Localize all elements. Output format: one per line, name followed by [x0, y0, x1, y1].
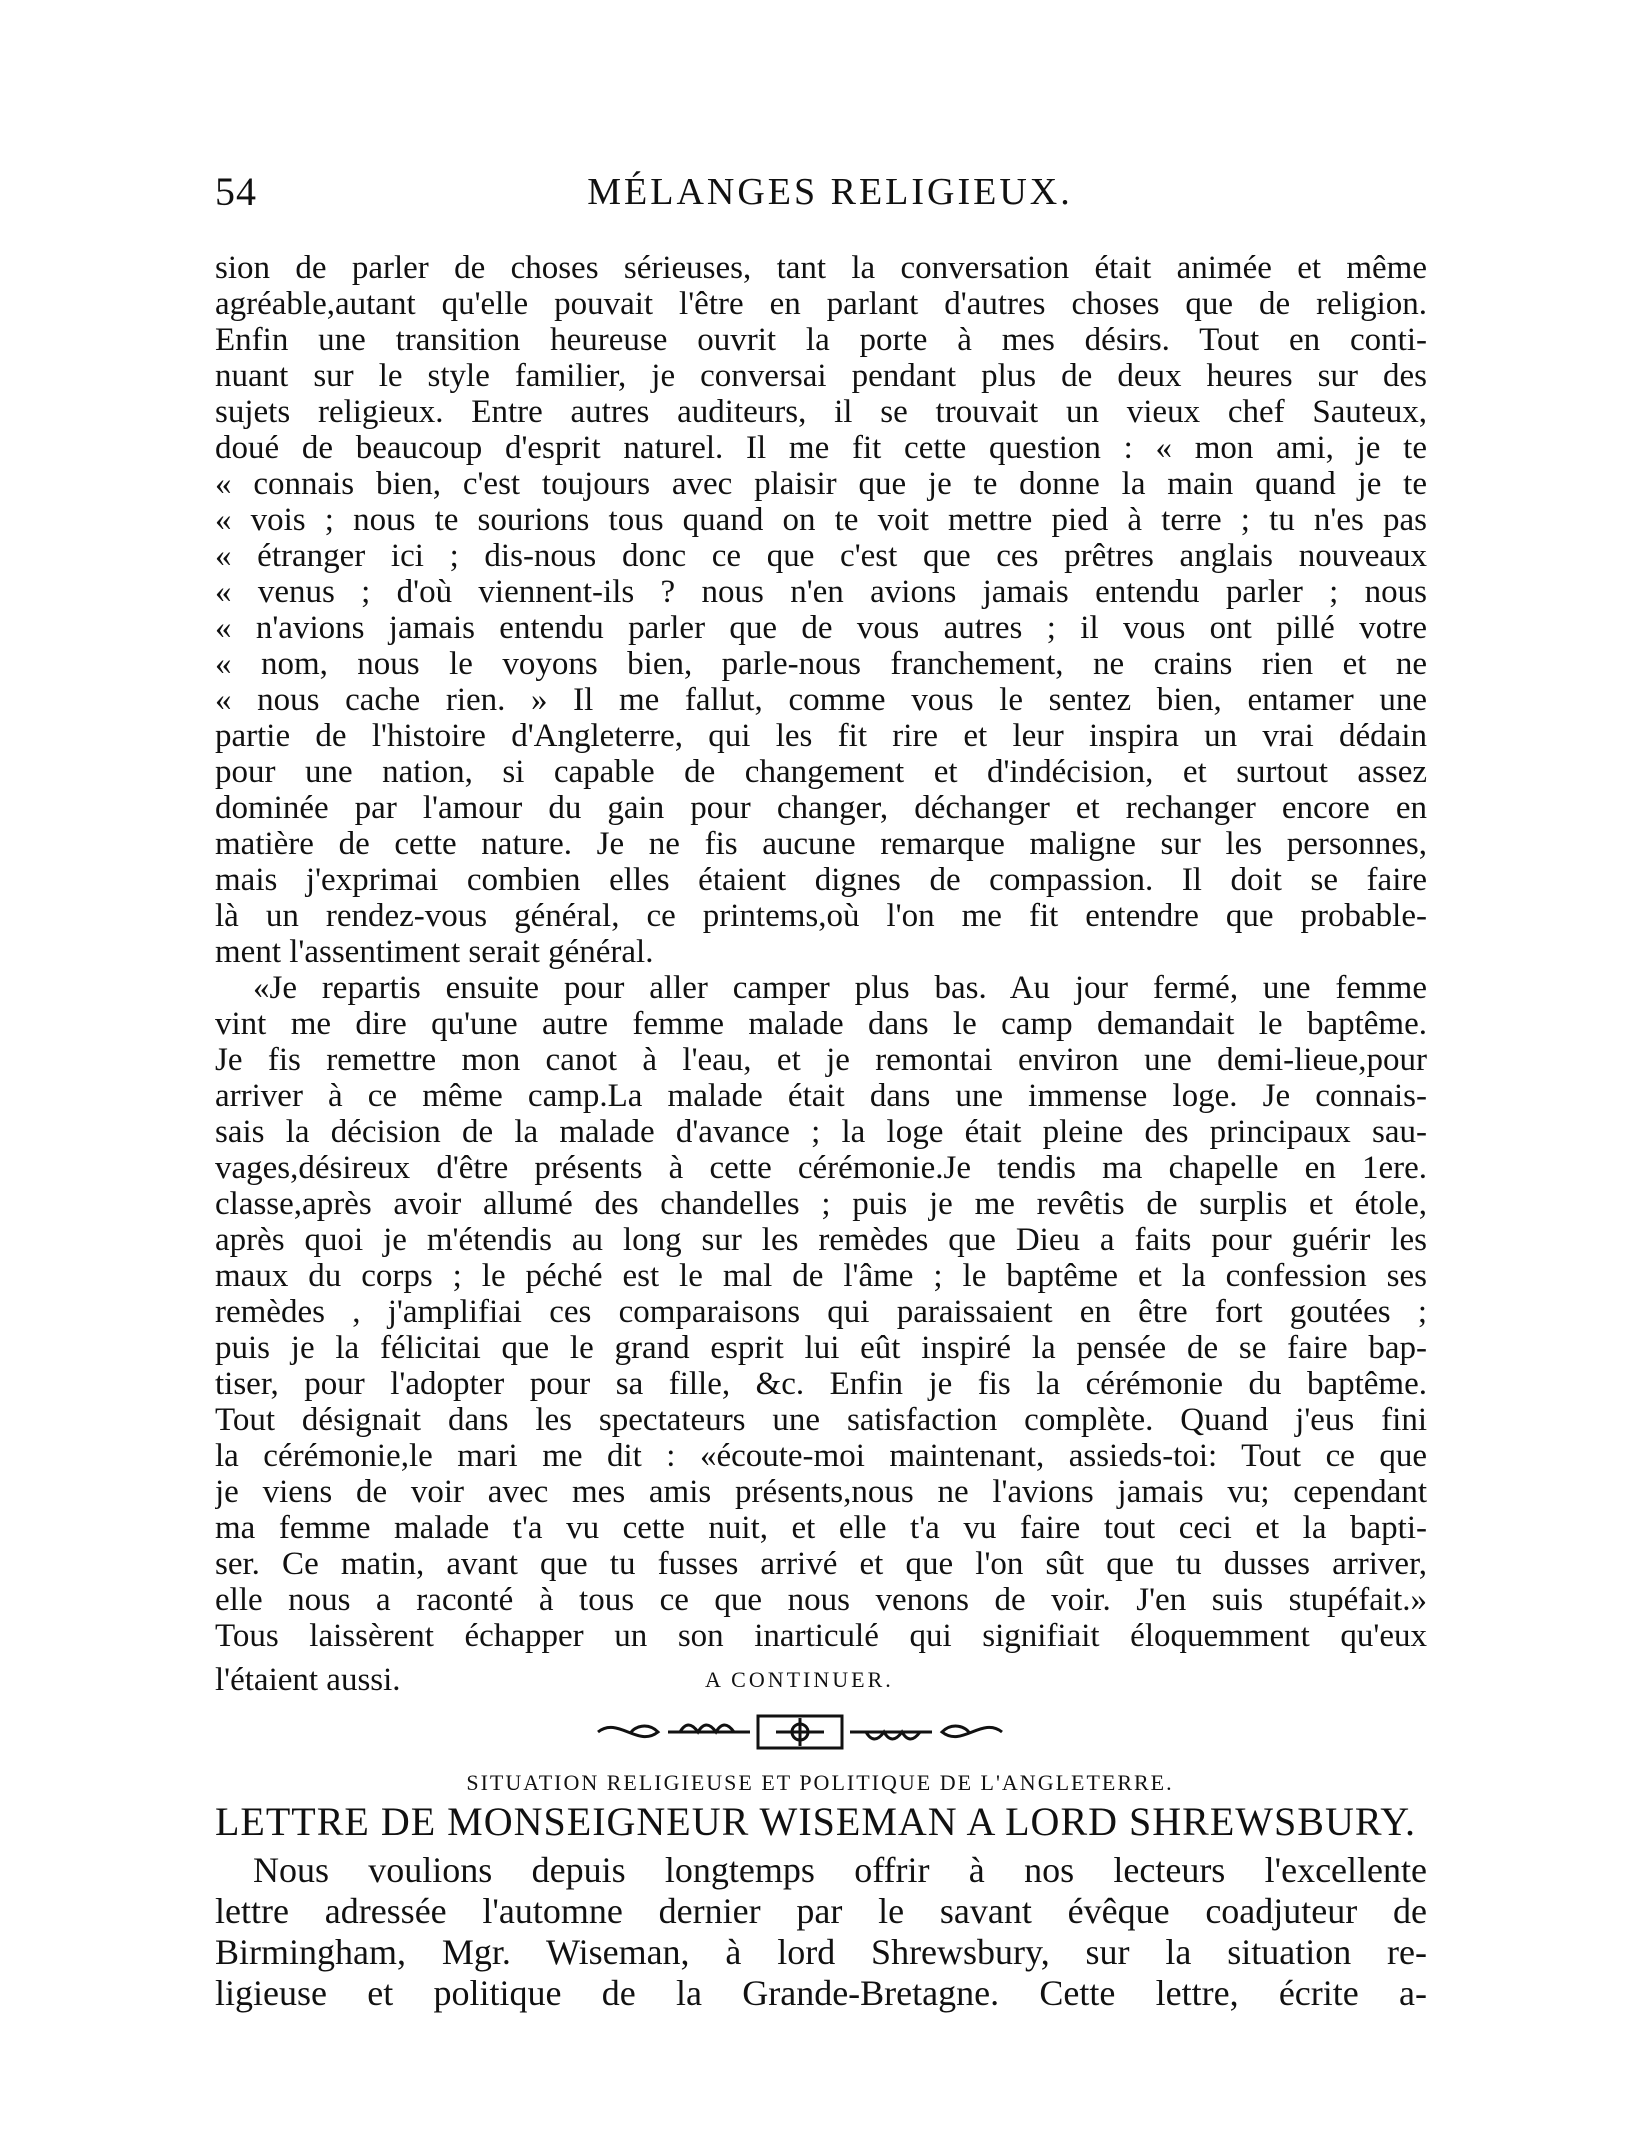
body-line: « n'avions jamais entendu parler que de vous autres ; il vous ont pillé votre: [215, 610, 1427, 646]
body-line: « nous cache rien. » Il me fallut, comme vous le sentez bien, entamer une: [215, 682, 1427, 718]
letter-title: LETTRE DE MONSEIGNEUR WISEMAN A LORD SHREWSBURY.: [215, 1799, 1417, 1844]
body-line: la cérémonie,le mari me dit : «écoute-moi maintenant, assieds-toi: Tout ce que: [215, 1438, 1427, 1474]
body-line: Je fis remettre mon canot à l'eau, et je remontai environ une demi-lieue,pour: [215, 1042, 1427, 1078]
letter-line: Birmingham, Mgr. Wiseman, à lord Shrewsbury, sur la situation re-: [215, 1932, 1427, 1972]
letter-intro: [215, 1850, 1427, 2014]
body-line: « nom, nous le voyons bien, parle-nous franchement, ne crains rien et ne: [215, 646, 1427, 682]
body-line: partie de l'histoire d'Angleterre, qui les fit rire et leur inspira un vrai dédain: [215, 718, 1427, 754]
body-line: ment l'assentiment serait général.: [215, 934, 654, 970]
body-line: pour une nation, si capable de changement et d'indécision, et surtout assez: [215, 754, 1427, 790]
ornament-divider-icon: [590, 1708, 1010, 1756]
body-line: tiser, pour l'adopter pour sa fille, &c. Enfin je fis la cérémonie du baptême.: [215, 1366, 1427, 1402]
body-line: Tous laissèrent échapper un son inarticulé qui signifiait éloquemment qu'eux: [215, 1618, 1427, 1654]
running-title: MÉLANGES RELIGIEUX.: [587, 171, 1073, 213]
section-title: SITUATION RELIGIEUSE ET POLITIQUE DE L'ANGLETERRE.: [466, 1770, 1174, 1795]
body-line: doué de beaucoup d'esprit naturel. Il me fit cette question : « mon ami, je te: [215, 430, 1427, 466]
body-line: je viens de voir avec mes amis présents,nous ne l'avions jamais vu; cependant: [215, 1474, 1427, 1510]
body-line: ser. Ce matin, avant que tu fusses arrivé et que l'on sût que tu dusses arriver,: [215, 1546, 1427, 1582]
body-line: puis je la félicitai que le grand esprit lui eût inspiré la pensée de se faire bap-: [215, 1330, 1427, 1366]
body-last-line: l'étaient aussi.: [215, 1662, 401, 1698]
body-line: matière de cette nature. Je ne fis aucune remarque maligne sur les personnes,: [215, 826, 1427, 862]
body-line: sujets religieux. Entre autres auditeurs, il se trouvait un vieux chef Sauteux,: [215, 394, 1427, 430]
body-line: «Je repartis ensuite pour aller camper plus bas. Au jour fermé, une femme: [253, 970, 1427, 1006]
body-line: « vois ; nous te sourions tous quand on te voit mettre pied à terre ; tu n'es pas: [215, 502, 1427, 538]
article-body: [215, 250, 1427, 1654]
continue-note: A CONTINUER.: [705, 1667, 894, 1692]
body-line: sais la décision de la malade d'avance ; la loge était pleine des principaux sau-: [215, 1114, 1427, 1150]
body-line: vint me dire qu'une autre femme malade dans le camp demandait le baptême.: [215, 1006, 1427, 1042]
page-header: [215, 168, 1445, 228]
letter-line: lettre adressée l'automne dernier par le savant évêque coadjuteur de: [215, 1891, 1427, 1931]
body-line: maux du corps ; le péché est le mal de l'âme ; le baptême et la confession ses: [215, 1258, 1427, 1294]
body-line: « connais bien, c'est toujours avec plaisir que je te donne la main quand je te: [215, 466, 1427, 502]
body-line: après quoi je m'étendis au long sur les remèdes que Dieu a faits pour guérir les: [215, 1222, 1427, 1258]
page-number: 54: [215, 169, 257, 214]
body-line: nuant sur le style familier, je conversai pendant plus de deux heures sur des: [215, 358, 1427, 394]
body-line: là un rendez-vous général, ce printems,où l'on me fit entendre que probable-: [215, 898, 1427, 934]
body-line: « venus ; d'où viennent-ils ? nous n'en avions jamais entendu parler ; nous: [215, 574, 1427, 610]
body-line: Tout désignait dans les spectateurs une satisfaction complète. Quand j'eus fini: [215, 1402, 1427, 1438]
letter-line: Nous voulions depuis longtemps offrir à nos lecteurs l'excellente: [253, 1850, 1427, 1890]
body-line: classe,après avoir allumé des chandelles ; puis je me revêtis de surplis et étole,: [215, 1186, 1427, 1222]
body-line: « étranger ici ; dis-nous donc ce que c'est que ces prêtres anglais nouveaux: [215, 538, 1427, 574]
body-line: agréable,autant qu'elle pouvait l'être en parlant d'autres choses que de religion.: [215, 286, 1427, 322]
body-line: ma femme malade t'a vu cette nuit, et elle t'a vu faire tout ceci et la bapti-: [215, 1510, 1427, 1546]
body-line: vages,désireux d'être présents à cette cérémonie.Je tendis ma chapelle en 1ere.: [215, 1150, 1427, 1186]
body-line: mais j'exprimai combien elles étaient dignes de compassion. Il doit se faire: [215, 862, 1427, 898]
body-line: remèdes , j'amplifiai ces comparaisons qui paraissaient en être fort goutées ;: [215, 1294, 1427, 1330]
body-line: sion de parler de choses sérieuses, tant la conversation était animée et même: [215, 250, 1427, 286]
letter-line: ligieuse et politique de la Grande-Bretagne. Cette lettre, écrite a-: [215, 1973, 1427, 2013]
body-line: elle nous a raconté à tous ce que nous venons de voir. J'en suis stupéfait.»: [215, 1582, 1427, 1618]
body-line: Enfin une transition heureuse ouvrit la porte à mes désirs. Tout en conti-: [215, 322, 1427, 358]
body-line: dominée par l'amour du gain pour changer, déchanger et rechanger encore en: [215, 790, 1427, 826]
article-trailer: [215, 1660, 1427, 1700]
body-line: arriver à ce même camp.La malade était dans une immense loge. Je connais-: [215, 1078, 1427, 1114]
